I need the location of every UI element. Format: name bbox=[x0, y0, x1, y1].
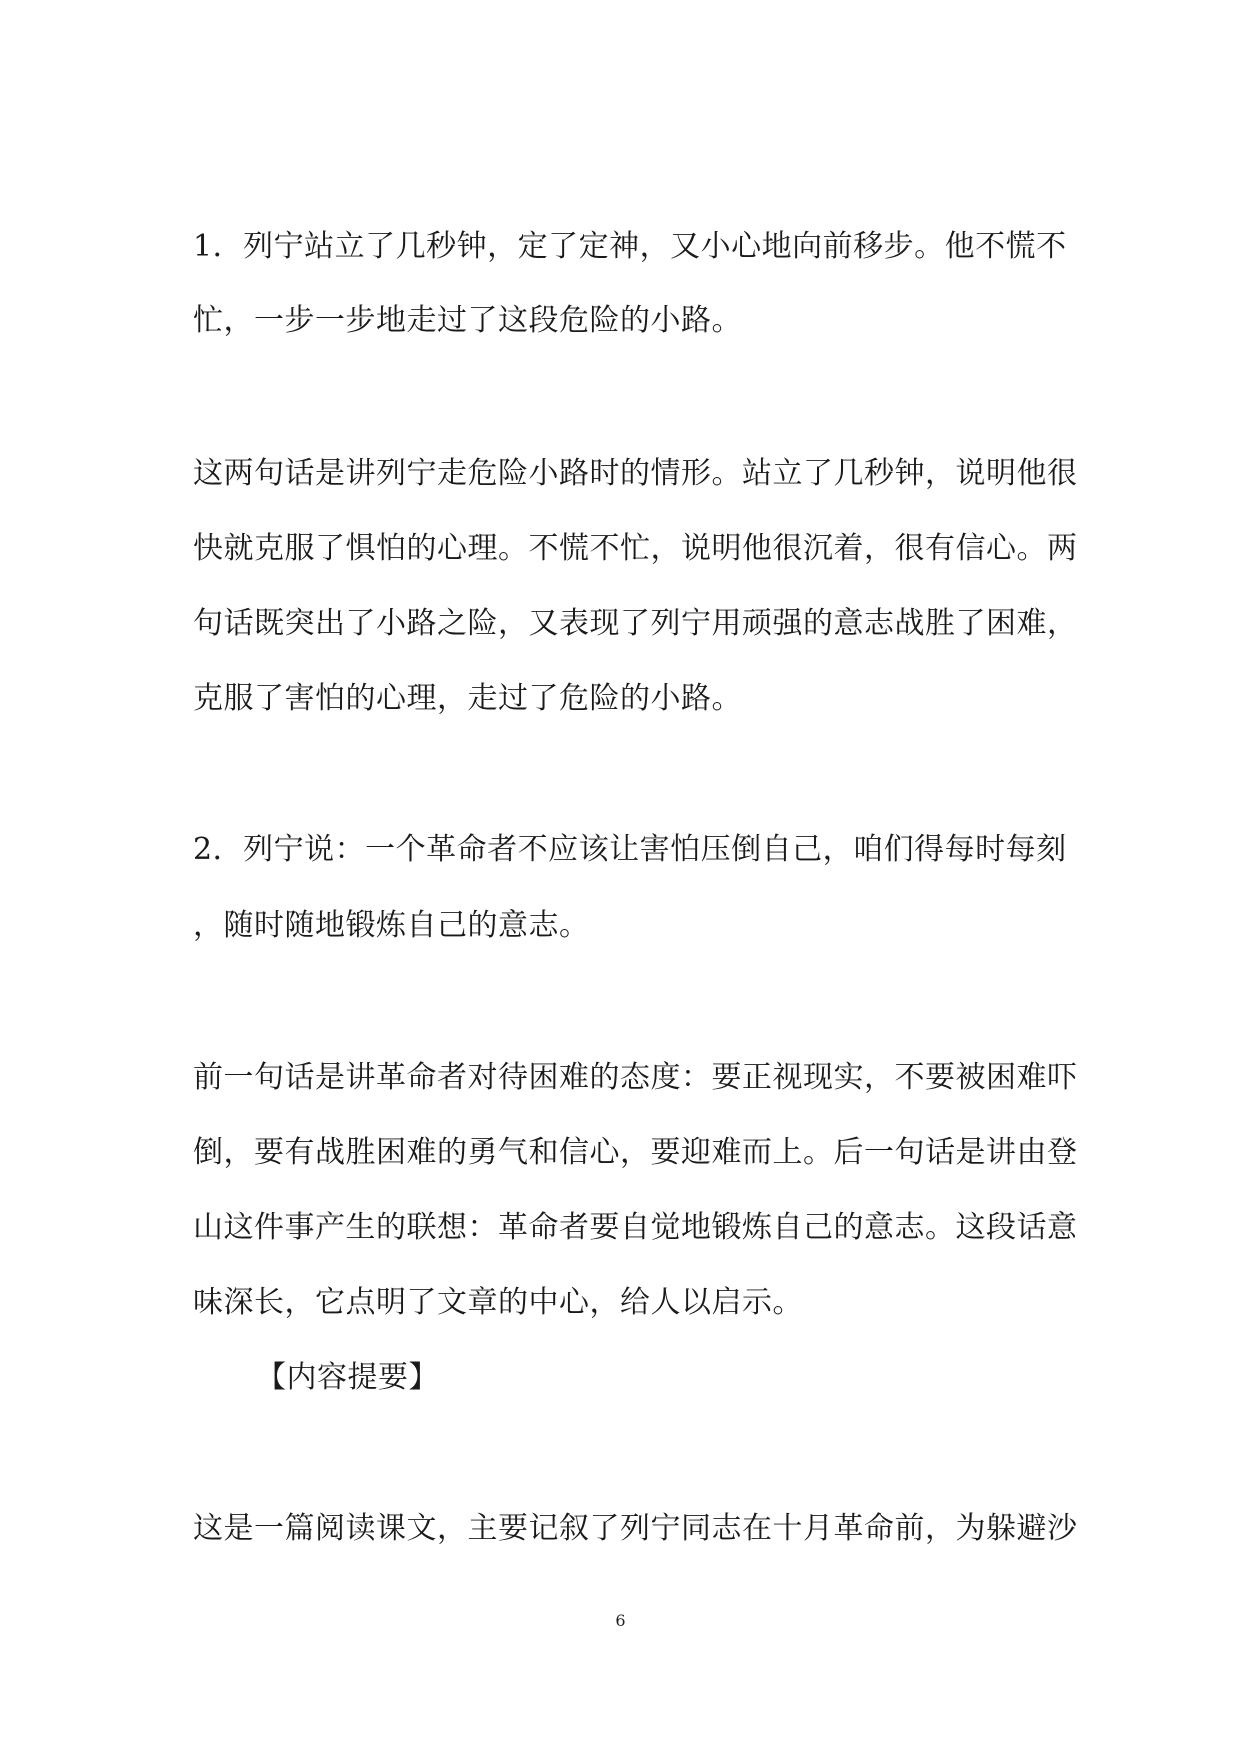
section-heading: 【内容提要】 bbox=[256, 1360, 439, 1395]
paragraph-3-line-2: ，随时随地锻炼自己的意志。 bbox=[193, 908, 590, 943]
paragraph-4-line-3: 山这件事产生的联想：革命者要自觉地锻炼自己的意志。这段话意 bbox=[193, 1210, 1078, 1245]
paragraph-1-line-1: 1．列宁站立了几秒钟，定了定神，又小心地向前移步。他不慌不 bbox=[193, 229, 1067, 264]
paragraph-4-line-2: 倒，要有战胜困难的勇气和信心，要迎难而上。后一句话是讲由登 bbox=[193, 1135, 1078, 1170]
paragraph-2-line-2: 快就克服了惧怕的心理。不慌不忙，说明他很沉着，很有信心。两 bbox=[193, 531, 1078, 566]
paragraph-5-line-1: 这是一篇阅读课文，主要记叙了列宁同志在十月革命前，为躲避沙 bbox=[193, 1511, 1078, 1546]
paragraph-4-line-1: 前一句话是讲革命者对待困难的态度：要正视现实，不要被困难吓 bbox=[193, 1060, 1078, 1095]
page-number: 6 bbox=[615, 1611, 626, 1630]
paragraph-2-line-1: 这两句话是讲列宁走危险小路时的情形。站立了几秒钟，说明他很 bbox=[193, 456, 1078, 491]
paragraph-2-line-4: 克服了害怕的心理，走过了危险的小路。 bbox=[193, 681, 742, 716]
paragraph-3-line-1: 2．列宁说：一个革命者不应该让害怕压倒自己，咱们得每时每刻 bbox=[193, 832, 1067, 867]
paragraph-2-line-3: 句话既突出了小路之险，又表现了列宁用顽强的意志战胜了困难， bbox=[193, 606, 1078, 641]
paragraph-4-line-4: 味深长，它点明了文章的中心，给人以启示。 bbox=[193, 1285, 803, 1320]
paragraph-1-line-2: 忙，一步一步地走过了这段危险的小路。 bbox=[193, 303, 742, 338]
